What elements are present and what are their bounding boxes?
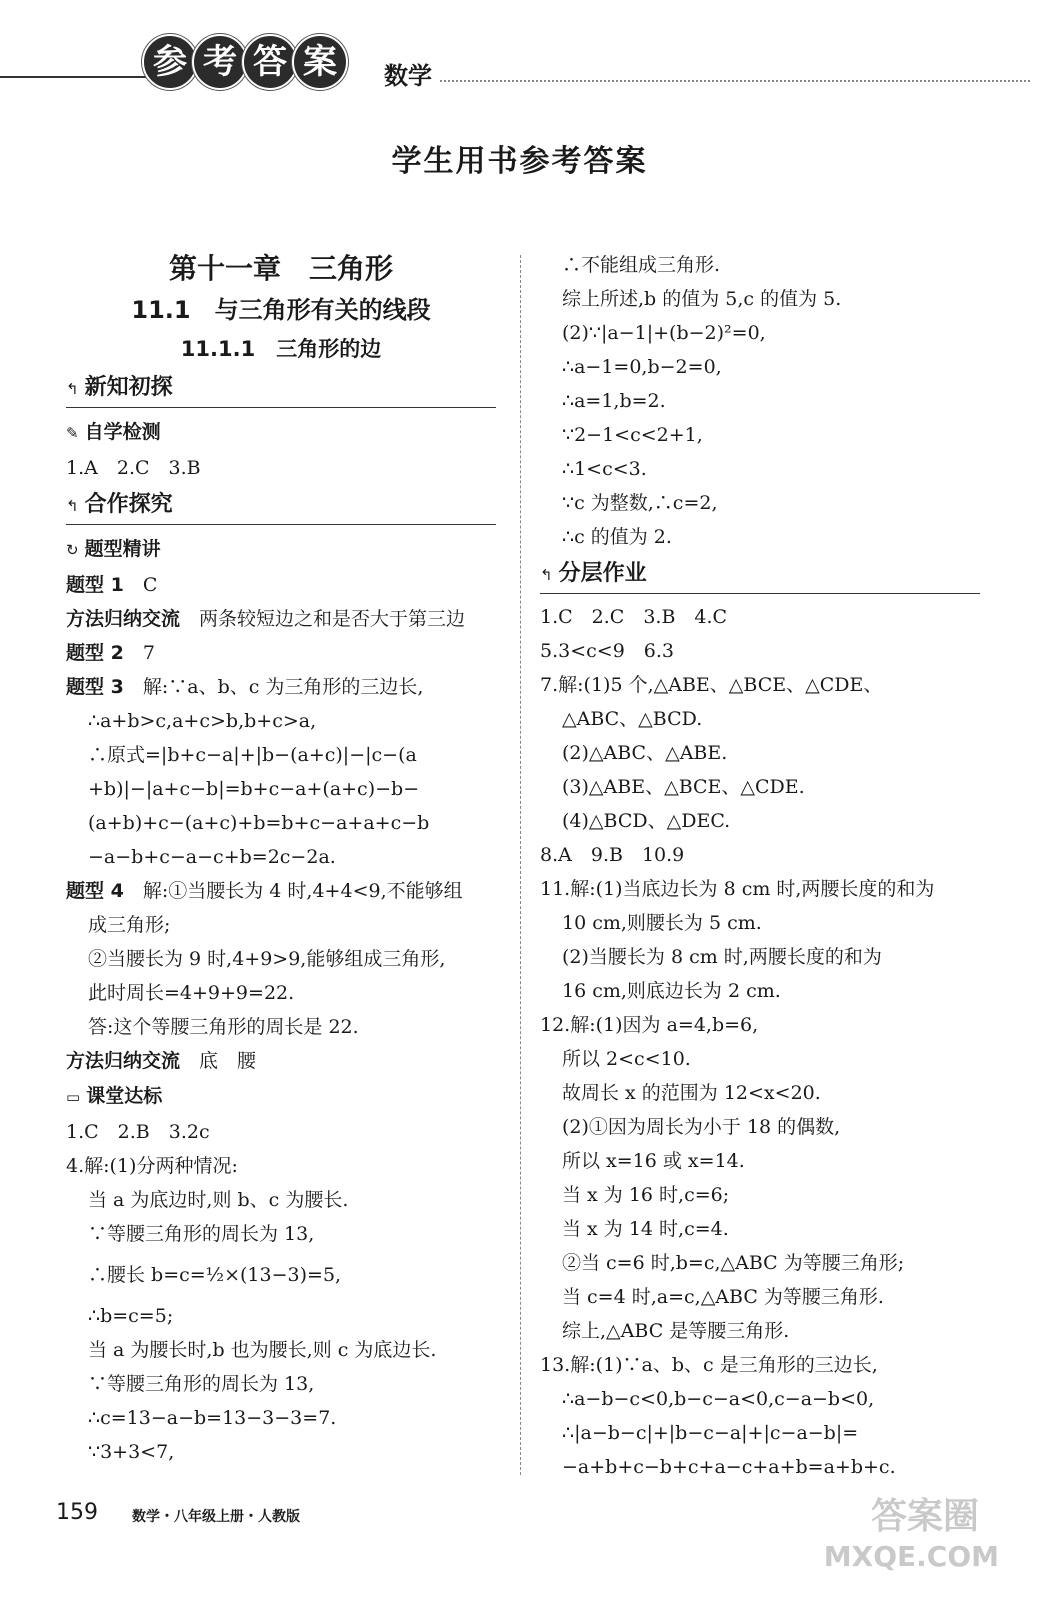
answer-line: ∵等腰三角形的周长为 13, — [88, 1373, 315, 1395]
type-label: 题型 1 — [66, 574, 124, 596]
subheader-self — [66, 414, 496, 451]
subheader-types — [66, 531, 496, 568]
answer-line: (2)∵|a−1|+(b−2)²=0, — [562, 322, 766, 344]
answer-line: ∴不能组成三角形. — [562, 254, 721, 276]
column-divider — [520, 255, 521, 1475]
section-header-coop — [66, 487, 496, 525]
solution-text: 解:①当腰长为 4 时,4+4<9,不能够组 — [142, 880, 463, 902]
answer-line: −a−b+c−a−c+b=2c−2a. — [88, 846, 336, 868]
answer-line: ∴a−b−c<0,b−c−a<0,c−a−b<0, — [562, 1388, 875, 1410]
method-value: 底 腰 — [199, 1050, 257, 1072]
answer-line: 当 x 为 14 时,c=4. — [562, 1218, 729, 1240]
badge-char: 答 — [242, 34, 298, 90]
badge-char: 案 — [292, 34, 348, 90]
type-label: 题型 4 — [66, 880, 124, 902]
answer-line: △ABC、△BCD. — [562, 708, 703, 730]
answer-line: ∴|a−b−c|+|b−c−a|+|c−a−b|= — [562, 1422, 859, 1444]
answer-line: ∴c 的值为 2. — [562, 526, 672, 548]
answer-line: −a+b+c−b+c+a−c+a+b=a+b+c. — [562, 1456, 896, 1478]
answer-line: (2)△ABC、△ABE. — [562, 742, 728, 764]
answer-line — [66, 602, 496, 636]
section-title: 11.1 与三角形有关的线段 — [131, 296, 431, 324]
left-column — [66, 248, 496, 1469]
answer-line: ②当腰长为 9 时,4+9>9,能够组成三角形, — [88, 948, 446, 970]
answer-line: 5.3<c<9 6.3 — [540, 640, 675, 662]
book-icon: ▭ — [66, 1088, 81, 1106]
arrow-icon: ↰ — [540, 566, 553, 584]
pencil-icon: ✎ — [66, 424, 79, 442]
answer-line: 1.C 2.B 3.2c — [66, 1121, 210, 1143]
solution-text: 解:∵a、b、c 为三角形的三边长, — [142, 676, 424, 698]
answer-line: 1.C 2.C 3.B 4.C — [540, 606, 728, 628]
answer-line: 当 x 为 16 时,c=6; — [562, 1184, 730, 1206]
type-value: C — [142, 574, 158, 596]
subheader-class — [66, 1078, 496, 1115]
swirl-icon: ↻ — [66, 541, 79, 559]
answer-line: 1.A 2.C 3.B — [66, 457, 201, 479]
badge-char: 考 — [192, 34, 248, 90]
answer-line — [66, 670, 496, 704]
answer-line: 当 c=4 时,a=c,△ABC 为等腰三角形. — [562, 1286, 884, 1308]
answer-line: 所以 x=16 或 x=14. — [562, 1150, 745, 1172]
section-header-layer — [540, 556, 980, 594]
right-column — [540, 248, 980, 1484]
section-header-new — [66, 370, 496, 408]
arrow-icon: ↰ — [66, 380, 79, 398]
subsection-title: 11.1.1 三角形的边 — [180, 337, 382, 361]
section-label: 分层作业 — [558, 561, 647, 586]
answer-line — [66, 568, 496, 602]
answer-line: ∵等腰三角形的周长为 13, — [88, 1223, 315, 1245]
header-dotted-rule — [440, 80, 1030, 82]
watermark-logo: 答案圈 — [870, 1496, 979, 1537]
answer-line: ∴a−1=0,b−2=0, — [562, 356, 722, 378]
watermark-url: MXQE.COM — [823, 1540, 999, 1573]
answer-line: 当 a 为腰长时,b 也为腰长,则 c 为底边长. — [88, 1339, 437, 1361]
answer-line: ∵2−1<c<2+1, — [562, 424, 703, 446]
answer-line: ∴原式=|b+c−a|+|b−(a+c)|−|c−(a — [88, 744, 417, 766]
subheader-label: 题型精讲 — [84, 538, 161, 560]
header-rule — [0, 76, 150, 78]
badge-char: 参 — [142, 34, 198, 90]
answer-line: 4.解:(1)分两种情况: — [66, 1155, 238, 1177]
answer-line: ∴a+b>c,a+c>b,b+c>a, — [88, 710, 317, 732]
answer-line: (4)△BCD、△DEC. — [562, 810, 731, 832]
answer-line: 16 cm,则底边长为 2 cm. — [562, 980, 781, 1002]
method-label: 方法归纳交流 — [66, 608, 181, 630]
type-label: 题型 2 — [66, 642, 124, 664]
method-value: 两条较短边之和是否大于第三边 — [199, 608, 466, 630]
method-label: 方法归纳交流 — [66, 1050, 181, 1072]
answer-line: 故周长 x 的范围为 12<x<20. — [562, 1082, 821, 1104]
subject-label: 数学 — [384, 62, 432, 90]
answer-line: 8.A 9.B 10.9 — [540, 844, 685, 866]
type-label: 题型 3 — [66, 676, 124, 698]
answer-line: (a+b)+c−(a+c)+b=b+c−a+a+c−b — [88, 812, 430, 834]
chapter-title: 第十一章 三角形 — [168, 252, 393, 285]
answer-line: 当 a 为底边时,则 b、c 为腰长. — [88, 1189, 349, 1211]
answer-line: 此时周长=4+9+9=22. — [88, 982, 295, 1004]
answer-line: 所以 2<c<10. — [562, 1048, 691, 1070]
page-title: 学生用书参考答案 — [391, 144, 648, 179]
answer-line: (2)当腰长为 8 cm 时,两腰长度的和为 — [562, 946, 882, 968]
answer-line — [66, 1044, 496, 1078]
section-label: 合作探究 — [84, 492, 173, 517]
answer-line: ∵c 为整数,∴c=2, — [562, 492, 718, 514]
answer-line: 答:这个等腰三角形的周长是 22. — [88, 1016, 359, 1038]
type-value: 7 — [142, 642, 155, 664]
answer-line — [66, 636, 496, 670]
answer-line: 成三角形; — [88, 914, 171, 936]
page-number: 159 — [56, 1500, 98, 1525]
answer-line: ②当 c=6 时,b=c,△ABC 为等腰三角形; — [562, 1252, 905, 1274]
answer-line: (3)△ABE、△BCE、△CDE. — [562, 776, 805, 798]
answer-badge — [142, 34, 342, 90]
answer-line: 12.解:(1)因为 a=4,b=6, — [540, 1014, 759, 1036]
section-label: 新知初探 — [84, 375, 173, 400]
subheader-label: 课堂达标 — [86, 1085, 163, 1107]
answer-line: 综上,△ABC 是等腰三角形. — [562, 1320, 790, 1342]
answer-line: 10 cm,则腰长为 5 cm. — [562, 912, 762, 934]
arrow-icon: ↰ — [66, 497, 79, 515]
answer-line — [66, 874, 496, 908]
footer-text: 数学・八年级上册・人教版 — [132, 1509, 300, 1525]
subheader-label: 自学检测 — [84, 421, 161, 443]
answer-line: ∴腰长 b=c=½×(13−3)=5, — [88, 1264, 342, 1286]
answer-line: ∵3+3<7, — [88, 1441, 175, 1463]
answer-line: 13.解:(1)∵a、b、c 是三角形的三边长, — [540, 1354, 878, 1376]
answer-line: +b)|−|a+c−b|=b+c−a+(a+c)−b− — [88, 778, 420, 800]
answer-line: ∴b=c=5; — [88, 1305, 174, 1327]
answer-line: ∴a=1,b=2. — [562, 390, 666, 412]
answer-line: 7.解:(1)5 个,△ABE、△BCE、△CDE、 — [540, 674, 883, 696]
answer-line: 11.解:(1)当底边长为 8 cm 时,两腰长度的和为 — [540, 878, 935, 900]
answer-line: ∴1<c<3. — [562, 458, 647, 480]
answer-line: ∴c=13−a−b=13−3−3=7. — [88, 1407, 337, 1429]
answer-line: (2)①因为周长为小于 18 的偶数, — [562, 1116, 841, 1138]
answer-line: 综上所述,b 的值为 5,c 的值为 5. — [562, 288, 842, 310]
